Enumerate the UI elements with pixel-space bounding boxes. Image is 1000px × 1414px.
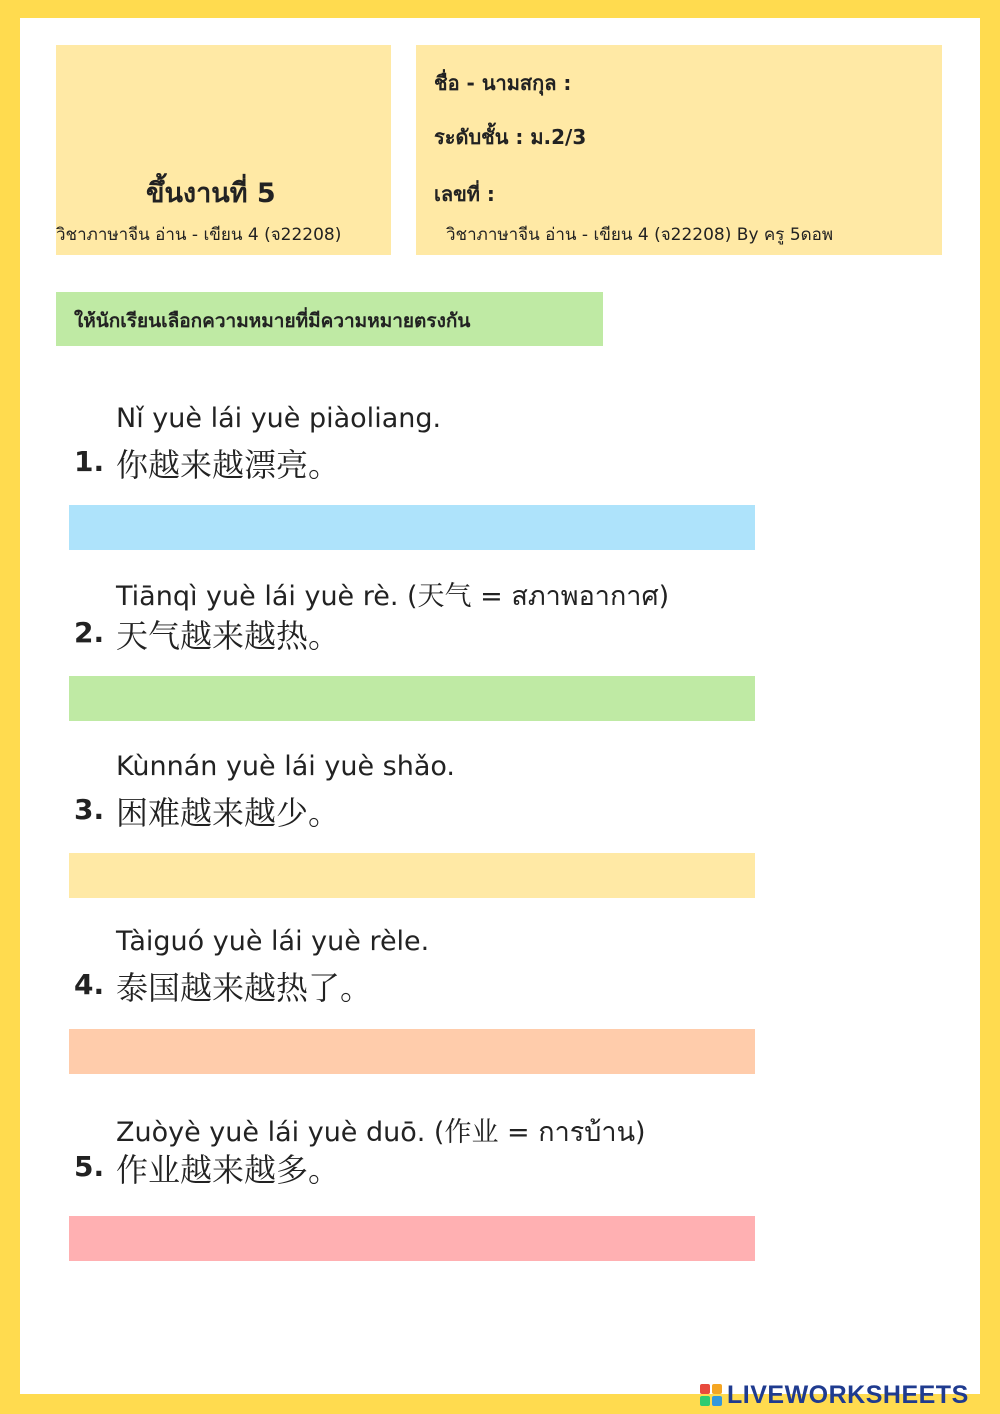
question-5-hanzi: 作业越来越多。 xyxy=(116,1151,341,1189)
question-4-hanzi: 泰国越来越热了。 xyxy=(116,969,373,1007)
subject-label-right: วิชาภาษาจีน อ่าน - เขียน 4 (จ22208) By ครู 5ดอพ xyxy=(446,225,834,245)
question-5-number: 5. xyxy=(74,1150,105,1183)
student-number-label: เลขที่ : xyxy=(434,182,495,206)
worksheet-title: ขึ้นงานที่ 5 xyxy=(146,178,276,209)
question-2-pinyin: Tiānqì yuè lái yuè rè. (天气 = สภาพอากาศ) xyxy=(116,581,670,612)
question-2-answer-field[interactable] xyxy=(69,676,755,721)
question-1-pinyin: Nǐ yuè lái yuè piàoliang. xyxy=(116,403,442,434)
instruction-banner xyxy=(56,292,603,346)
question-5-answer-field[interactable] xyxy=(69,1216,755,1261)
question-4-number: 4. xyxy=(74,968,105,1001)
question-4-pinyin: Tàiguó yuè lái yuè rèle. xyxy=(116,926,430,957)
question-2-hanzi: 天气越来越热。 xyxy=(116,617,341,655)
question-1-answer-field[interactable] xyxy=(69,505,755,550)
question-3-answer-field[interactable] xyxy=(69,853,755,898)
name-label: ชื่อ - นามสกุล : xyxy=(434,71,572,95)
question-5-pinyin: Zuòyè yuè lái yuè duō. (作业 = การบ้าน) xyxy=(116,1117,646,1148)
question-1-number: 1. xyxy=(74,445,105,478)
student-info-box xyxy=(416,45,942,255)
question-4-answer-field[interactable] xyxy=(69,1029,755,1074)
subject-label-left: วิชาภาษาจีน อ่าน - เขียน 4 (จ22208) xyxy=(56,225,342,245)
liveworksheets-logo-icon xyxy=(700,1384,722,1406)
level-label: ระดับชั้น : ม.2/3 xyxy=(434,125,587,149)
question-3-number: 3. xyxy=(74,793,105,826)
question-2-number: 2. xyxy=(74,616,105,649)
question-3-pinyin: Kùnnán yuè lái yuè shǎo. xyxy=(116,751,455,782)
title-box xyxy=(56,45,391,255)
question-1-hanzi: 你越来越漂亮。 xyxy=(116,446,341,484)
liveworksheets-logo-text: LIVEWORKSHEETS xyxy=(727,1380,969,1409)
question-3-hanzi: 困难越来越少。 xyxy=(116,794,341,832)
liveworksheets-logo[interactable] xyxy=(700,1380,969,1410)
instruction-text: ให้นักเรียนเลือกความหมายที่มีความหมายตรงกัน xyxy=(74,310,471,332)
